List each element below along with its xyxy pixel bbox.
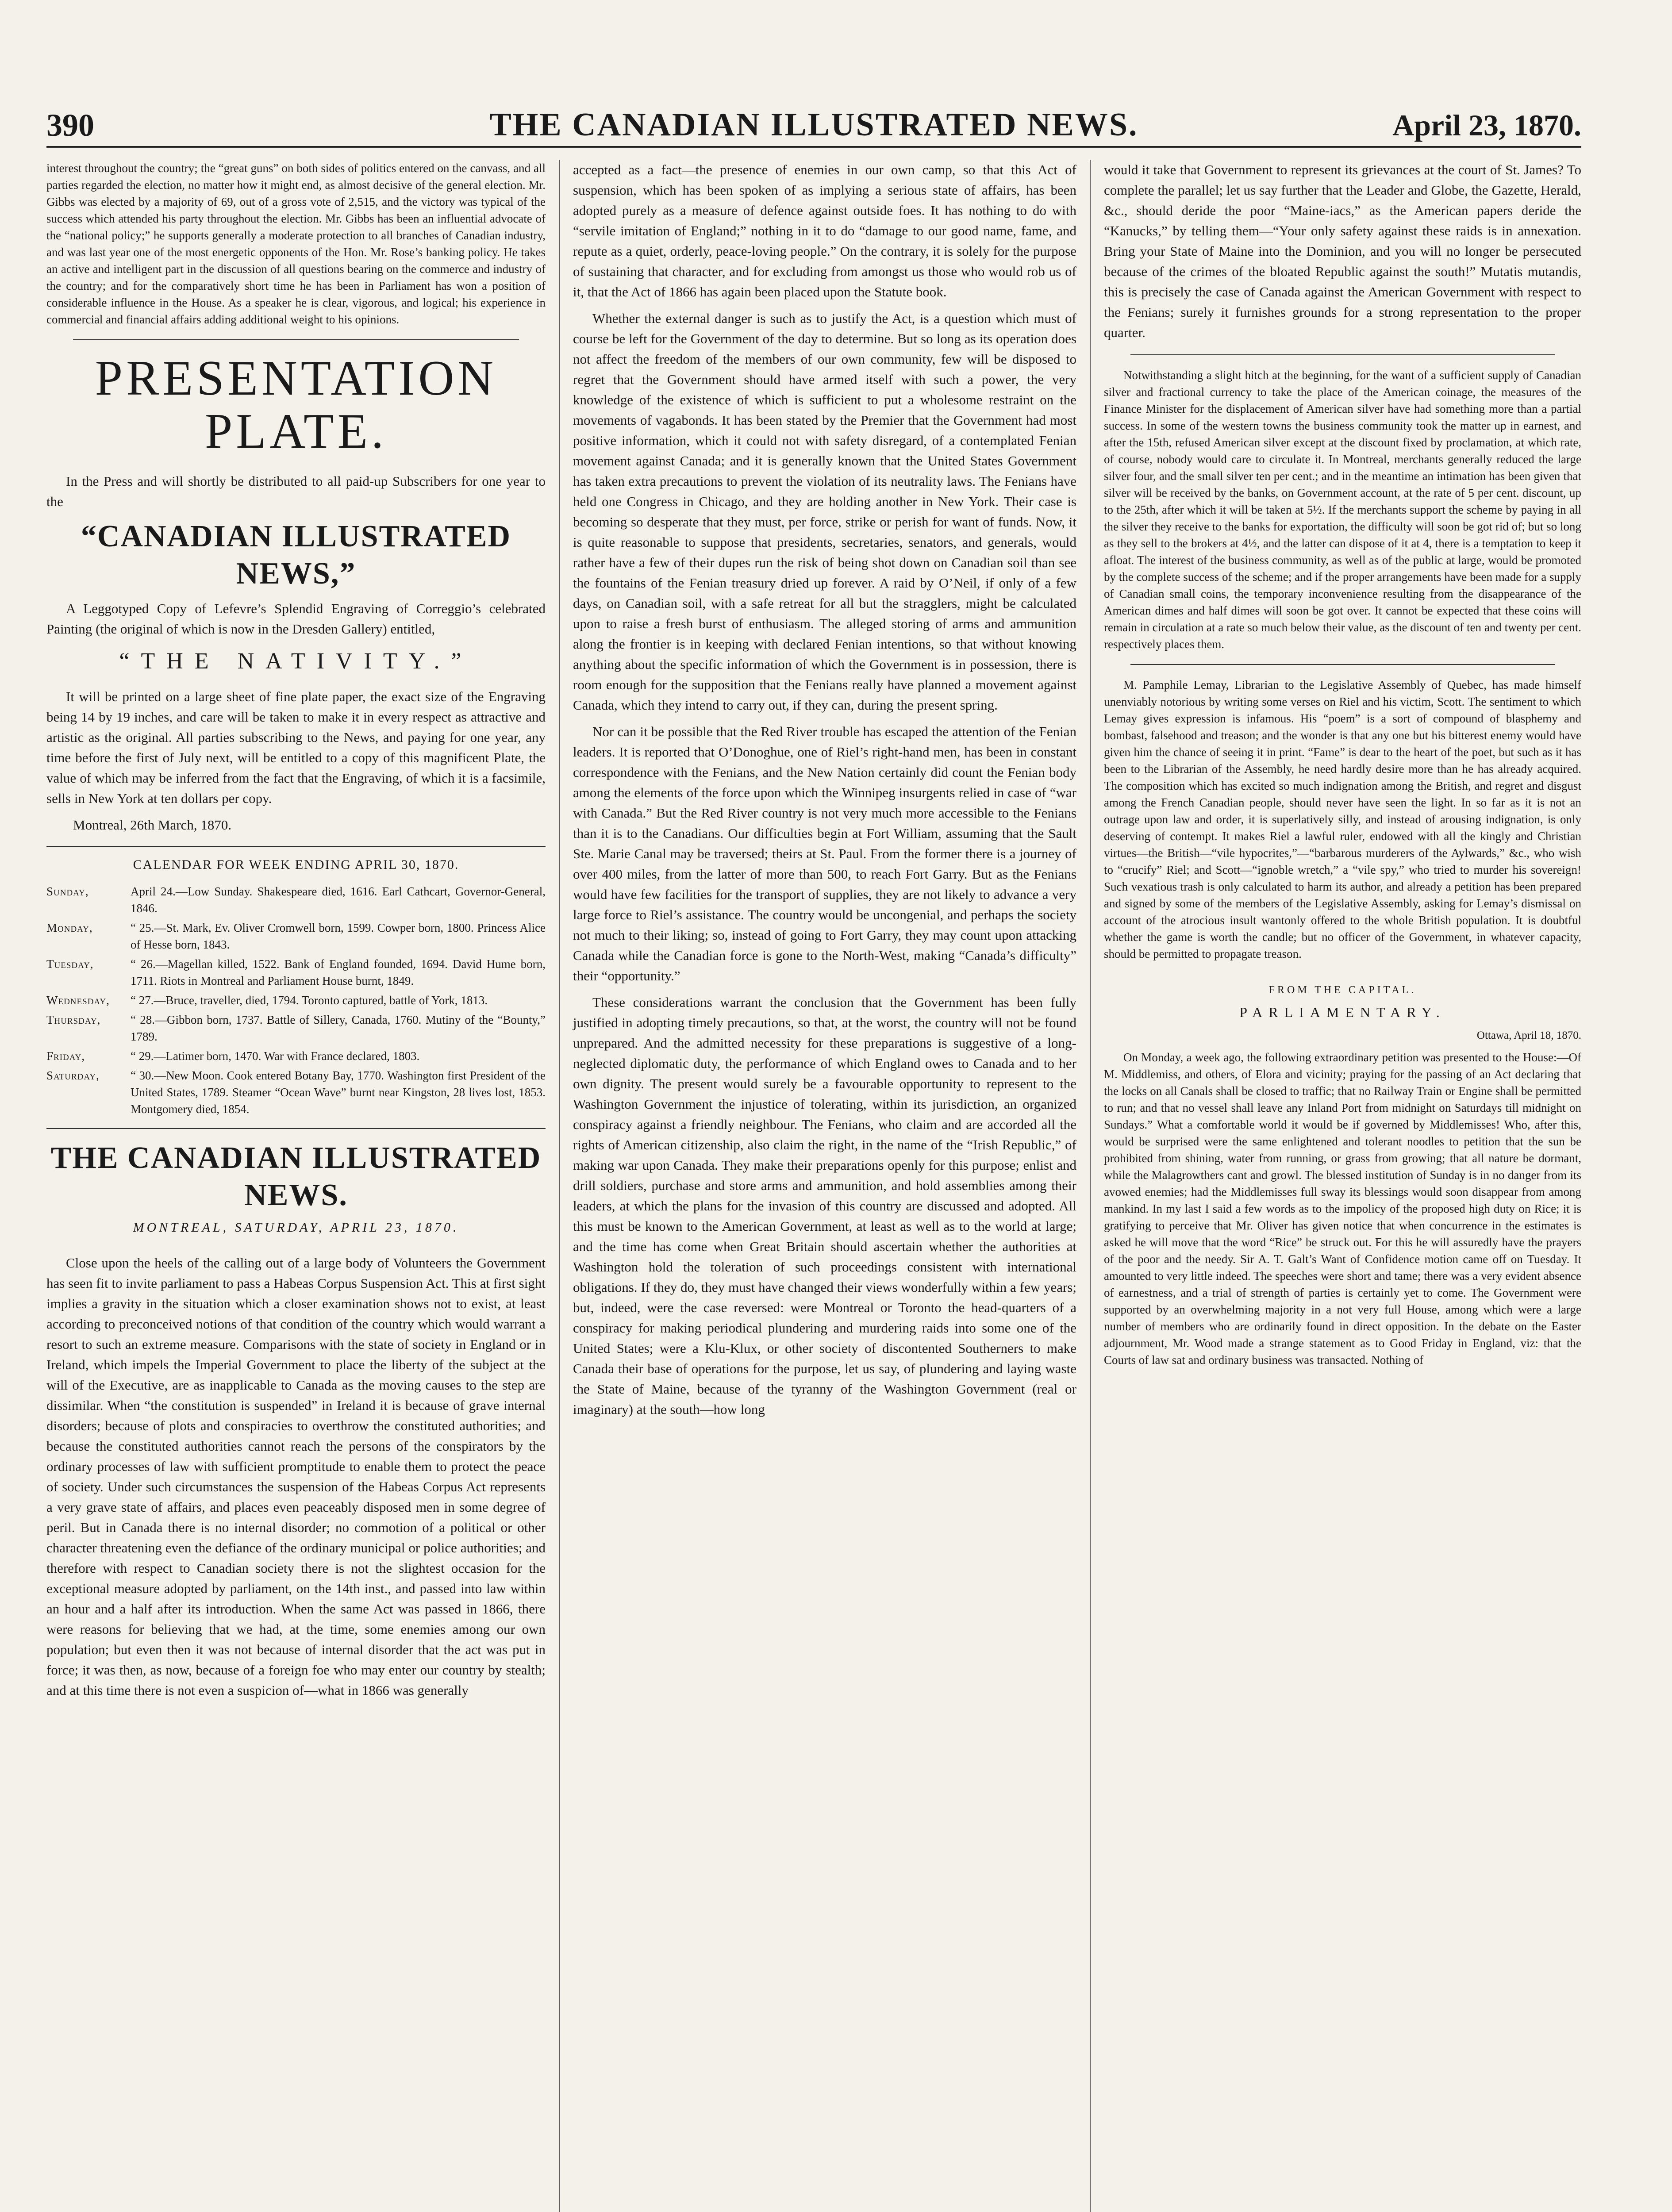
calendar-entry: April 24.—Low Sunday. Shakespeare died, 1616. Earl Cathcart, Governor-General, 1846.	[131, 885, 546, 915]
plate-paragraph-1: In the Press and will shortly be distributed to all paid-up Subscribers for one year to the	[46, 473, 546, 509]
calendar-title: CALENDAR FOR WEEK ENDING APRIL 30, 1870.	[133, 857, 459, 872]
editorial-paragraph-6: would it take that Government to represent its grievances at the court of St. James? To complete the parallel; let us say further that the Leader and Globe, the Gazette, Herald, &c., should deride the poor “Maine-iacs,” as the American papers deride the “Kanucks,” by telling them—“Your only safety against these raids is in annexation. Bring your State of Maine into the Dominion, and you will no longer be persecuted because of the crimes of the bloated Republic against the south!” Mutatis mutandis, this is precisely the case of Canada against the American Government with respect to the Fenians; surely it furnishes grounds for a strong representation to the proper quarter.	[1104, 162, 1581, 340]
plate-paragraph-2: A Leggotyped Copy of Lefevre’s Splendid Engraving of Correggio’s celebrated Painting (the original of which is now in the Dresden Gallery) entitled,	[46, 601, 546, 637]
calendar-row	[46, 883, 546, 917]
column-2	[560, 160, 1091, 2212]
page-number: 390	[46, 108, 94, 143]
divider	[1130, 664, 1555, 665]
parliamentary-paragraph: On Monday, a week ago, the following extraordinary petition was presented to the House:—Of M. Middlemiss, and others, of Elora and vicinity; praying for the passing of an Act declaring that the locks on all Canals shall be closed to traffic; that no Railway Train or Engine shall be permitted to run; and that no vessel shall leave any Inland Port from midnight on Saturdays till midnight on Sundays.” What a comfortable world it would be if governed by Middlemisses! Who, after this, would be surprised were the same enlightened and tolerant noodles to petition that the sun be prohibited from shining, water from running, or grass from growing; that all nature be dormant, while the Malagrowthers cant and growl. The blessed institution of Sunday is in no danger from its avowed enemies; had the Middlemisses full sway its blessings would soon disappear from among mankind. In my last I said a few words as to the impolicy of the proposed high duty on Rice; it is gratifying to perceive that Mr. Oliver has given notice that when concurrence in the estimates is asked he will move that the word “Rice” be struck out. For this he will assuredly have the prayers of the poor and the needy. Sir A. T. Galt’s Want of Confidence motion came off on Tuesday. It amounted to very little indeed. The speeches were short and tame; there was a very evident absence of earnestness, and a trial of strength of parties is certainly yet to come. The Government were supported by an overwhelming majority in a not very full House, among which were a large number of members who are ordinarily found in direct opposition. In the debate on the Easter adjournment, Mr. Wood made a strange statement as to Good Friday in England, viz: that the Courts of law sat and ordinary business was transacted. Nothing of	[1104, 1051, 1581, 1367]
calendar-day: Thursday,	[46, 1013, 101, 1026]
ottawa-dateline: Ottawa, April 18, 1870.	[1476, 1029, 1581, 1041]
plate-signoff: Montreal, 26th March, 1870.	[73, 817, 232, 833]
from-capital-heading: FROM THE CAPITAL.	[1268, 984, 1417, 996]
editorial-paragraph-2: accepted as a fact—the presence of enemies in our own camp, so that this Act of suspension, which has been spoken of as implying a serious state of affairs, has been adopted purely as a measure of defence against outside foes. It has nothing to do with “servile imitation of England;” nothing in it to do “damage to our good name, fame, and repute as a quiet, orderly, peace-loving people.” On the contrary, it is solely for the purpose of sustaining that character, and for excluding from amongst us those who would rob us of it, that the Act of 1866 has again been placed upon the Statute book.	[573, 162, 1076, 300]
intro-block	[46, 160, 546, 328]
calendar-entry: “ 30.—New Moon. Cook entered Botany Bay, 1770. Washington first President of the United States, 1789. Steamer “Ocean Wave” burnt near Kingston, 28 lives lost, 1853. Montgomery died, 1854.	[131, 1069, 546, 1116]
presentation-plate-title: PRESENTATION PLATE.	[95, 351, 497, 459]
plate-painting-title: “THE NATIVITY.”	[119, 649, 473, 674]
calendar-day: Monday,	[46, 921, 93, 934]
calendar-entry: “ 29.—Latimer born, 1470. War with France declared, 1803.	[131, 1049, 420, 1063]
column-1	[46, 160, 560, 2212]
calendar-row	[46, 919, 546, 953]
calendar-day: Friday,	[46, 1049, 85, 1063]
intro-paragraph: interest throughout the country; the “great guns” on both sides of politics entered on the canvass, and all parties regarded the election, no matter how it might end, as almost decisive of the general election. Mr. Gibbs was elected by a majority of 69, out of a gross vote of 2,515, and the victory was typical of the success which attended his party throughout the election. Mr. Gibbs has been an influential advocate of the “national policy;” he supports generally a moderate protection to all branches of Canadian industry, and was last year one of the most energetic opponents of the Hon. Mr. Rose’s banking policy. He takes an active and intelligent part in the discussion of all questions bearing on the commerce and industry of the country; and for the comparatively short time he has been in Parliament has won a position of considerable influence in the House. As a speaker he is clear, vigorous, and logical; his experience in commercial and financial affairs adding additional weight to his opinions.	[46, 161, 546, 326]
plate-paper-name: “CANADIAN ILLUSTRATED NEWS,”	[81, 519, 511, 591]
divider	[46, 846, 546, 847]
calendar-day: Tuesday,	[46, 957, 94, 971]
lemay-paragraph: M. Pamphile Lemay, Librarian to the Legislative Assembly of Quebec, has made himself unenviably notorious by writing some verses on Riel and his victim, Scott. The sentiment to which Lemay gives expression is infamous. His “poem” is a sort of compound of blasphemy and bombast, falsehood and treason; and the wonder is that any one but his bitterest enemy would have given him the chance of seeing it in print. “Fame” is dear to the heart of the poet, but such as it has been to the Librarian of the Assembly, he need hardly desire more than he has already acquired. The composition which has excited so much indignation among the British, and regret and disgust among the French Canadian people, should never have seen the light. In so far as it is not an outrage upon law and order, it is superlatively silly, and instead of arousing indignation, is only deserving of contempt. It makes Riel a lawful ruler, endowed with all the kingly and Christian virtues—the British—“vile hypocrites,”—“barbarous murderers of the Aylwards,” &c., who wish to “crucify” Riel; and Scott—“ignoble wretch,” a “vile spy,” who tried to murder his sovereign! Such vexatious trash is only calculated to harm its author, and already a petition has been prepared and signed by some of the members of the Legislative Assembly, asking for Lemay’s dismissal on account of the atrocious insult wantonly offered to the whole British population. It is doubtful whether the game is worth the candle; but no officer of the Government, in whatever capacity, should be permitted to propagate treason.	[1104, 678, 1581, 960]
editorial-paragraph-1: Close upon the heels of the calling out of a large body of Volunteers the Government has seen fit to invite parliament to pass a Habeas Corpus Suspension Act. This at first sight implies a gravity in the situation which a closer examination shows not to exist, at least according to preconceived notions of that condition of the country which would warrant a resort to such an extreme measure. Comparisons with the state of society in England or in Ireland, which impels the Imperial Government to place the liberty of the subject at the will of the Executive, are as inapplicable to Canada as the moving causes to the step are dissimilar. When “the constitution is suspended” in Ireland it is because of grave internal disorders; because of plots and conspiracies to overthrow the constituted authorities; and because the constituted authorities cannot reach the persons of the conspirators by the ordinary processes of law with sufficient promptitude to enable them to protect the peace of society. Under such circumstances the suspension of the Habeas Corpus Act represents a very grave state of affairs, and places even peaceably disposed men in some degree of peril. But in Canada there is no internal disorder; no commotion of a political or other character threatening even the defiance of the ordinary municipal or police authorities; and therefore with respect to Canadian society there is not the slightest occasion for the exceptional measure adopted by parliament, on the 14th inst., and passed into law within an hour and a half after its introduction. When the same Act was passed in 1866, there were reasons for believing that we had, at the time, some enemies among our own population; but even then it was not because of internal disorder that the act was put in force; it was then, as now, because of a foreign foe who may enter our country by stealth; and at this time there is not even a suspicion of—what in 1866 was generally	[46, 1255, 546, 1698]
divider	[46, 1128, 546, 1129]
parliamentary-heading: PARLIAMENTARY.	[1239, 1004, 1446, 1020]
silver-currency-paragraph: Notwithstanding a slight hitch at the beginning, for the want of a sufficient supply of Canadian silver and fractional currency to take the place of the American coinage, the measures of the Finance Minister for the displacement of American silver have had something more than a partial success. In some of the western towns the business community took the matter up in earnest, and after the 15th, refused American silver except at the discount fixed by proclamation, at which rate, of course, nobody would care to circulate it. In Montreal, merchants generally reduced the large silver four, and the small silver ten per cent.; and in the meantime an intimation has been given that silver will be received by the banks, on Government account, at the rate of 5 per cent. discount, up to the 25th, after which it will be taken at 5½. If the merchants support the scheme by paying in all the silver they receive to the banks for exportation, the difficulty will soon be got rid of; but so long as they sell to the brokers at 4½, and the latter can dispose of it at 4, there is a temptation to keep it afloat. The interest of the business community, as well as of the public at large, would be promoted by the complete success of the scheme; and if the proper arrangements have been made for a supply of Canadian small coins, the temporary inconvenience resulting from the disappearance of the American dimes and half dimes will soon be got over. It cannot be expected that these coins will remain in circulation at a rate so much below their value, as the discount of ten and twenty per cent. respectively places them.	[1104, 369, 1581, 651]
masthead: THE CANADIAN ILLUSTRATED NEWS.	[489, 107, 1138, 143]
page-header	[46, 102, 1581, 148]
calendar-entry: “ 27.—Bruce, traveller, died, 1794. Toronto captured, battle of York, 1813.	[131, 994, 488, 1007]
calendar-row	[46, 956, 546, 989]
calendar-row	[46, 1067, 546, 1118]
calendar-entry: “ 28.—Gibbon born, 1737. Battle of Sillery, Canada, 1760. Mutiny of the “Bounty,” 1789.	[131, 1013, 546, 1043]
calendar-entry: “ 25.—St. Mark, Ev. Oliver Cromwell born, 1599. Cowper born, 1800. Princess Alice of Hesse born, 1843.	[131, 921, 546, 951]
calendar-entry: “ 26.—Magellan killed, 1522. Bank of England founded, 1694. David Hume born, 1711. Riots in Montreal and Parliament House burnt, 1849.	[131, 957, 546, 987]
editorial-title: THE CANADIAN ILLUSTRATED NEWS.	[50, 1141, 542, 1212]
column-3	[1091, 160, 1581, 2212]
editorial-dateline: MONTREAL, SATURDAY, APRIL 23, 1870.	[133, 1220, 459, 1235]
editorial-paragraph-4: Nor can it be possible that the Red River trouble has escaped the attention of the Fenian leaders. It is reported that O’Donoghue, one of Riel’s right-hand men, has been in constant correspondence with the Fenians, and the New Nation certainly did count the Fenian body among the elements of the force upon which the Winnipeg insurgents relied in case of “war with Canada.” But the Red River country is not very much more accessible to the Fenians than it is to the Canadians. Our difficulties begin at Fort William, assuming that the Sault Ste. Marie Canal may be traversed; theirs at St. Paul. From the former there is a journey of over 400 miles, from the latter of more than 500, to reach Fort Garry. But as the Fenians would have few facilities for the transport of supplies, they are not likely to advance a very large force to Riel’s assistance. The country would be uncongenial, and perhaps the society not much to their liking; so, instead of going to Fort Garry, they may count upon attacking Canada while the Canadian force is gone to the North-West, making “Canada’s difficulty” their “opportunity.”	[573, 724, 1076, 983]
calendar-day: Saturday,	[46, 1069, 100, 1082]
divider	[73, 339, 519, 340]
calendar-day: Sunday,	[46, 885, 89, 898]
calendar	[46, 883, 546, 1118]
editorial-paragraph-5: These considerations warrant the conclusion that the Government has been fully justified in adopting timely precautions, so that, at the worst, the country will not be found unprepared. And the admitted necessity for these preparations is suggestive of a long-neglected diplomatic duty, the performance of which England owes to Canada and to her own dignity. The present would surely be a favourable opportunity to represent to the Washington Government the injustice of tolerating, within its jurisdiction, an organized conspiracy against a friendly neighbour. The Fenians, who claim and are accorded all the rights of American citizenship, also claim the right, in the name of the “Irish Republic,” of making war upon Canada. They make their preparations openly for this purpose; enlist and drill soldiers, purchase and store arms and ammunition, and hold assemblies among their leaders, at which the plans for the invasion of this country are discussed and adopted. All this must be known to the American Government, at least as well as to the world at large; and the time has come when Great Britain should ascertain whether the authorities at Washington hold the toleration of such proceedings consistent with international obligations. If they do, they must have changed their views wonderfully within a few years; but, indeed, were the case reversed: were Montreal or Toronto the head-quarters of a conspiracy for making periodical plundering and murdering raids into some one of the United States; were a Klu-Klux, or other society of discontented Southerners to make Canada their base of operations for the purpose, let us say, of plundering and laying waste the State of Maine, because of the tyranny of the Washington Government (real or imaginary) at the south—how long	[573, 995, 1076, 1417]
plate-paragraph-3: It will be printed on a large sheet of fine plate paper, the exact size of the Engraving being 14 by 19 inches, and care will be taken to make it in every respect as attractive and artistic as the original. All parties subscribing to the News, and paying for one year, any time before the first of July next, will be entitled to a copy of this magnificent Plate, the value of which may be inferred from the fact that the Engraving, of which it is a facsimile, sells in New York at ten dollars per copy.	[46, 689, 546, 806]
editorial-paragraph-3: Whether the external danger is such as to justify the Act, is a question which must of course be left for the Government of the day to determine. But so long as its operation does not affect the freedom of the members of our own community, few will be disposed to regret that the Government should have armed itself with such a power, the very knowledge of the existence of which is sufficient to put a wholesome restraint on the movements of vagabonds. It has been stated by the Premier that the Government had most positive information, which it could not with safety disregard, of a contemplated Fenian movement against Canada; and it is generally known that the United States Government has taken extra precautions to prevent the violation of its neutrality laws. The Fenians have held one Congress in Chicago, and they are holding another in New York. Their case is becoming so desperate that they must, per force, strike or perish for want of funds. Now, it is quite reasonable to suppose that presidents, secretaries, senators, and generals, would rather have a few of their dupes run the risk of being shot down on Canadian soil than see the fountains of the Fenian treasury dried up forever. A raid by O’Neil, if only of a few days, on Canadian soil, with a safe retreat for all but the stragglers, might be calculated upon to raise a fresh burst of enthusiasm. The alleged storing of arms and ammunition along the frontier is in keeping with declared Fenian intentions, so that without knowing anything about the specific information of which the Government is in possession, there is room enough for the supposition that the Fenians really have planned a movement against Canada, which they intend to carry out, if they can, during the present spring.	[573, 311, 1076, 713]
divider	[1130, 354, 1555, 355]
calendar-row	[46, 992, 546, 1009]
issue-date: April 23, 1870.	[1392, 108, 1581, 142]
calendar-row	[46, 1011, 546, 1045]
columns	[46, 160, 1581, 2212]
calendar-row	[46, 1048, 546, 1064]
calendar-day: Wednesday,	[46, 994, 110, 1007]
